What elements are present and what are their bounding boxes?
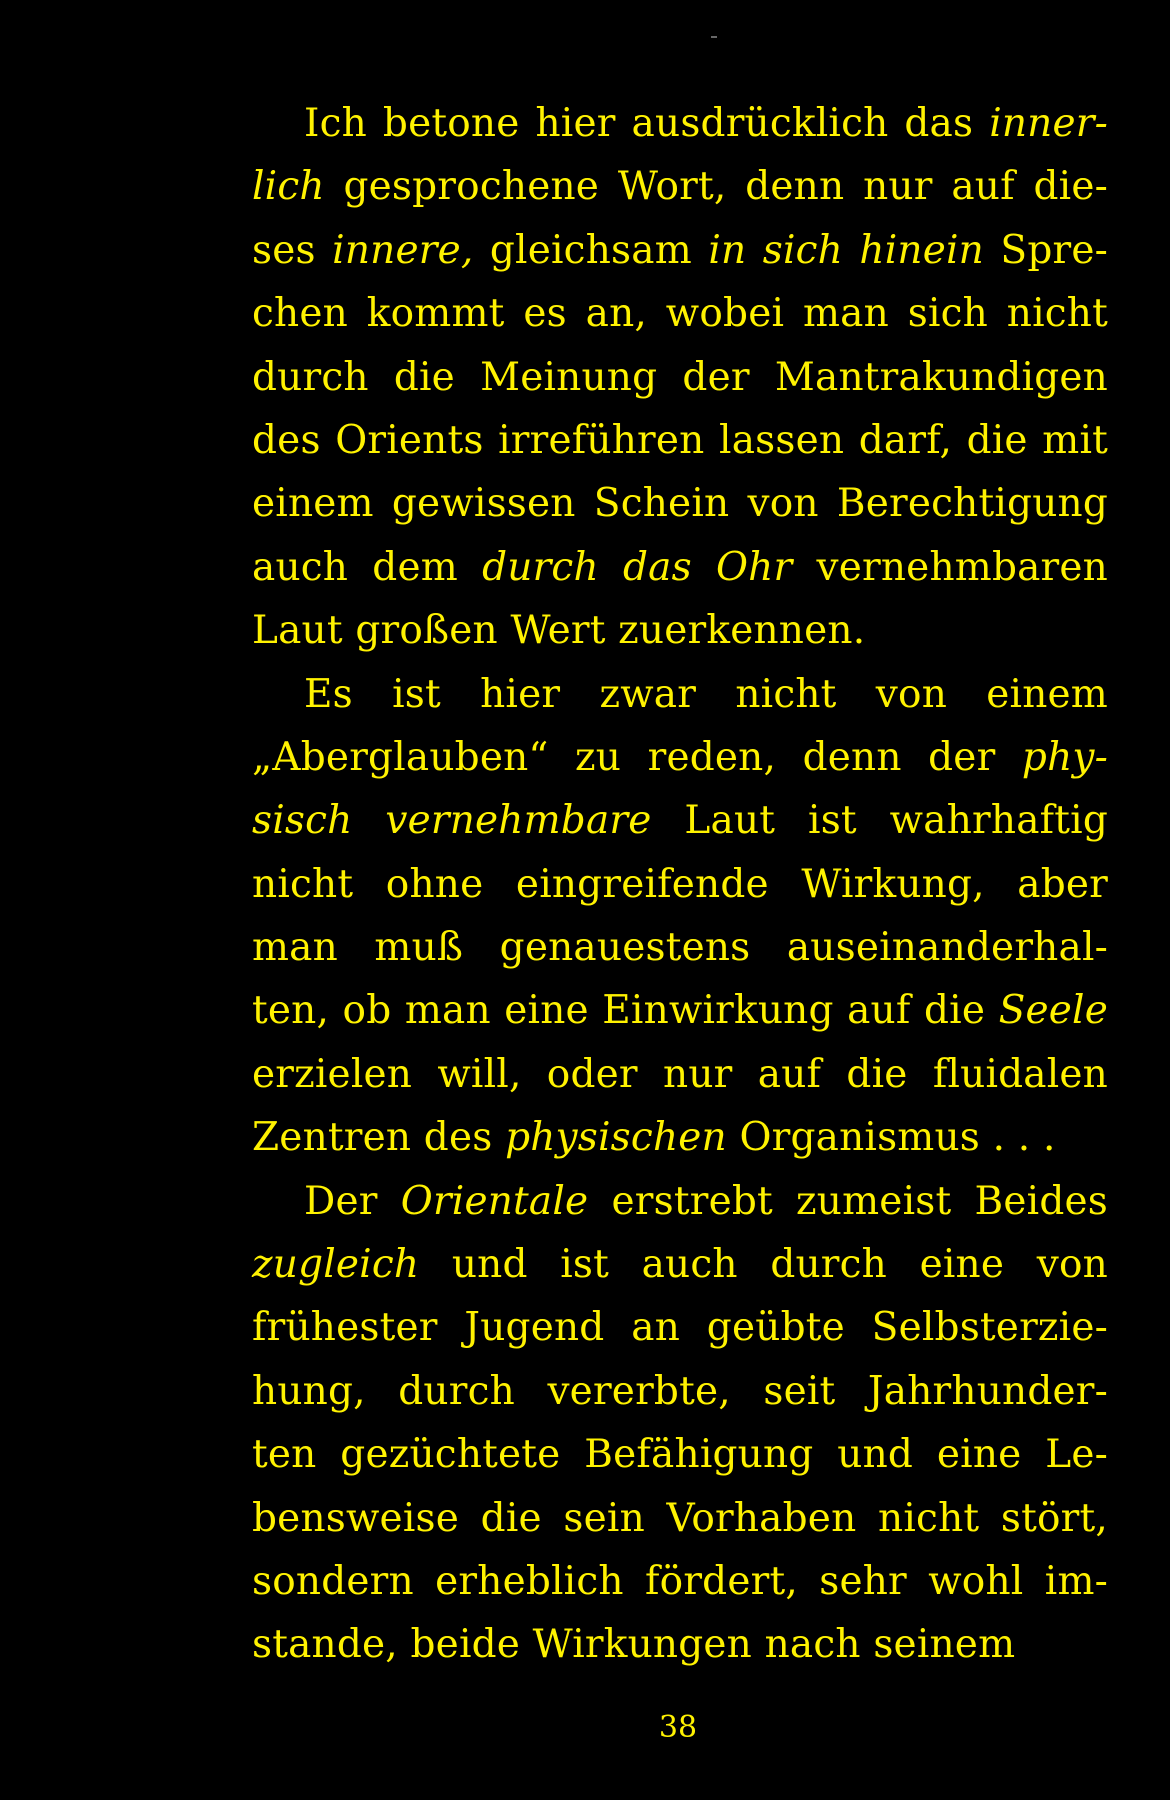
italic-text: innere, bbox=[332, 227, 474, 273]
text-run: gleichsam bbox=[473, 227, 709, 273]
text-line bbox=[252, 346, 1108, 409]
text-run: auch dem bbox=[252, 544, 483, 590]
italic-text: lich bbox=[252, 164, 325, 210]
text-line bbox=[252, 536, 1108, 599]
text-run: ten, ob man eine Einwirkung auf die bbox=[252, 988, 999, 1034]
text-line bbox=[252, 409, 1108, 472]
text-run: erzielen will, oder nur auf die fluidalen bbox=[252, 1051, 1108, 1097]
text-line bbox=[252, 1487, 1108, 1550]
text-line bbox=[252, 853, 1108, 916]
text-run: hung, durch vererbte, seit Jahrhunder- bbox=[252, 1368, 1108, 1414]
scan-mark bbox=[711, 36, 717, 38]
text-run: durch die Meinung der Mantrakundigen bbox=[252, 354, 1108, 400]
text-run: erstrebt zumeist Beides bbox=[588, 1178, 1108, 1224]
text-run: bensweise die sein Vorhaben nicht stört, bbox=[252, 1495, 1108, 1541]
text-run: sondern erheblich fördert, sehr wohl im- bbox=[252, 1558, 1108, 1604]
text-run: Es ist hier zwar nicht von einem bbox=[304, 671, 1108, 717]
italic-text: zugleich bbox=[252, 1242, 420, 1288]
text-run: gesprochene Wort, denn nur auf die- bbox=[324, 164, 1108, 210]
text-run: ses bbox=[252, 227, 333, 273]
text-line bbox=[252, 1233, 1108, 1296]
paragraph bbox=[252, 92, 1108, 663]
italic-text: in sich hinein bbox=[708, 227, 984, 273]
text-line bbox=[252, 1043, 1108, 1106]
text-run: vernehmbaren bbox=[792, 544, 1108, 590]
italic-text: durch das Ohr bbox=[482, 544, 793, 590]
text-run: des Orients irreführen lassen darf, die mit bbox=[252, 417, 1108, 463]
text-run: ten gezüchtete Befähigung und eine Le- bbox=[252, 1432, 1108, 1478]
text-line bbox=[252, 979, 1108, 1042]
text-line bbox=[252, 599, 1108, 662]
text-run: Spre- bbox=[983, 227, 1108, 273]
text-line bbox=[252, 1360, 1108, 1423]
text-line bbox=[252, 1296, 1108, 1359]
text-line bbox=[252, 1613, 1108, 1676]
text-run: Der bbox=[304, 1178, 401, 1224]
italic-text: inner- bbox=[989, 101, 1108, 146]
text-run: Zentren des bbox=[252, 1115, 506, 1161]
text-line bbox=[252, 1550, 1108, 1613]
italic-text: Seele bbox=[998, 988, 1108, 1034]
text-run: Laut ist wahrhaftig bbox=[651, 798, 1108, 844]
text-line bbox=[252, 282, 1108, 345]
text-run: man muß genauestens auseinanderhal- bbox=[252, 925, 1108, 971]
italic-text: Orientale bbox=[400, 1178, 589, 1224]
text-run: Organismus . . . bbox=[726, 1115, 1056, 1161]
text-run: „Aberglauben“ zu reden, denn der bbox=[252, 734, 1022, 780]
text-run: und ist auch durch eine von bbox=[419, 1242, 1108, 1288]
italic-text: physischen bbox=[505, 1115, 727, 1161]
text-line bbox=[252, 1106, 1108, 1169]
text-run: frühester Jugend an geübte Selbsterzie- bbox=[252, 1305, 1108, 1351]
text-run: nicht ohne eingreifende Wirkung, aber bbox=[252, 861, 1108, 907]
text-line bbox=[252, 1170, 1108, 1233]
text-line bbox=[252, 726, 1108, 789]
text-line bbox=[252, 155, 1108, 218]
body-text bbox=[252, 92, 1108, 1677]
italic-text: sisch vernehmbare bbox=[252, 798, 652, 844]
text-run: chen kommt es an, wobei man sich nicht bbox=[252, 291, 1108, 337]
text-line bbox=[252, 916, 1108, 979]
paragraph bbox=[252, 663, 1108, 1170]
text-run: einem gewissen Schein von Berechtigung bbox=[252, 481, 1108, 527]
text-run: Ich betone hier ausdrücklich das bbox=[304, 101, 990, 146]
page-number: 38 bbox=[658, 1710, 698, 1745]
italic-text: phy- bbox=[1021, 734, 1108, 780]
text-line bbox=[252, 472, 1108, 535]
text-line bbox=[252, 219, 1108, 282]
text-run: Laut großen Wert zuerkennen. bbox=[252, 608, 866, 654]
paragraph bbox=[252, 1170, 1108, 1677]
text-line bbox=[252, 92, 1108, 155]
text-line bbox=[252, 663, 1108, 726]
text-line bbox=[252, 1423, 1108, 1486]
text-line bbox=[252, 789, 1108, 852]
text-run: stande, beide Wirkungen nach seinem bbox=[252, 1622, 1016, 1668]
